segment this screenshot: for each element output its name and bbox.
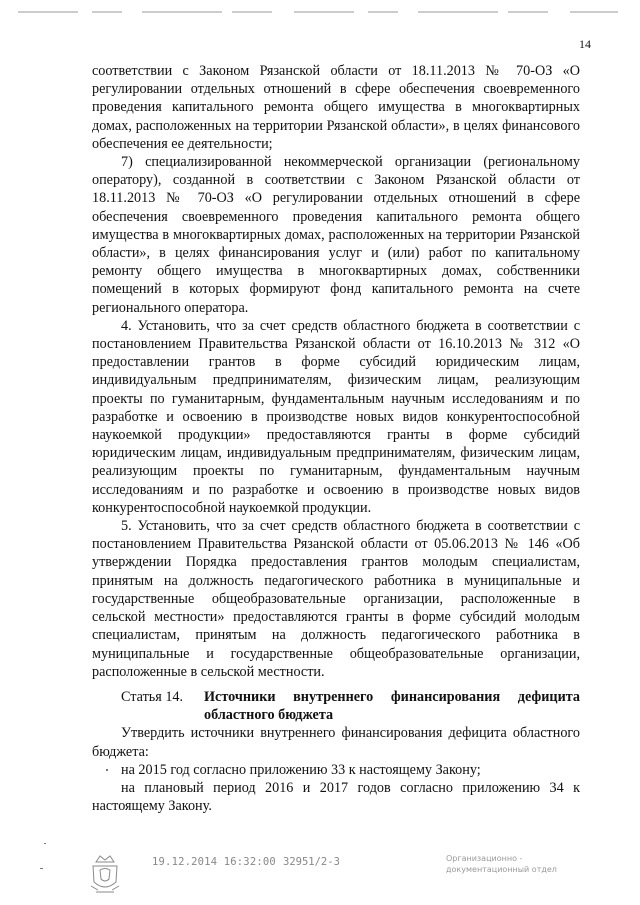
article-heading — [92, 688, 580, 724]
footer-dept-line2: документационный отдел — [446, 865, 557, 874]
paragraph-continuation: соответствии с Законом Рязанской области от 18.11.2013 № 70-ОЗ «О регулировании отдельных отношений в сфере обеспечения своевременного проведения капитального ремонта общего имущества в многоквартирных домах, расположенных на территории Рязанской области», в целях финансового обеспечения ее деятельности; — [92, 63, 580, 152]
body-text — [92, 62, 580, 681]
article-line-2015: на 2015 год согласно приложению 33 к настоящему Закону; — [121, 761, 481, 778]
article-title: Источники внутреннего финансирования дефицита областного бюджета — [204, 689, 580, 724]
article-label: Статья 14. — [121, 689, 184, 705]
article-line-planning: на плановый период 2016 и 2017 годов согласно приложению 34 к настоящему Закону. — [92, 780, 580, 815]
footer-timestamp: 19.12.2014 16:32:00 — [152, 856, 276, 868]
top-scan-dashes — [18, 11, 618, 13]
footer-department-stamp — [446, 853, 586, 875]
paragraph-5: 5. Установить, что за счет средств областного бюджета в соответствии с постановлением Правительства Рязанской области от 05.06.2013 № 146 «Об утверждении Порядка предоставления грантов молодым специалистам, принятым на должность педагогического работника в муниципальные и государственные общеобразовательные организации, расположенные в сельской местности» предоставляются гранты в форме субсидий молодым специалистам, принятым на должность педагогического работника в муниципальные и государственные общеобразовательные организации, расположенные в сельской местности. — [92, 518, 580, 680]
footer-doc-code: 32951/2-3 — [283, 856, 340, 868]
scan-speck — [106, 769, 108, 771]
article-14 — [92, 688, 580, 815]
footer-dept-line1: Организационно - — [446, 854, 523, 863]
paragraph-item-7: 7) специализированной некоммерческой организации (региональному оператору), созданной в соответствии с Законом Рязанской области от 18.11.2013 № 70-ОЗ «О регулировании отдельных отношений в сфере обеспечения своевременного проведения капитального ремонта общего имущества в многоквартирных домах, расположенных на территории Рязанской области», в целях финансирования услуг и (или) работ по капитальному ремонту общего имущества в многоквартирных домах, собственники помещений в которых формируют фонд капитального ремонта на счете регионального оператора. — [92, 154, 580, 316]
scan-speck — [44, 843, 46, 844]
article-line-approve: Утвердить источники внутреннего финансирования дефицита областного бюджета: — [92, 725, 580, 760]
scan-speck — [40, 868, 43, 869]
coat-of-arms-emblem — [88, 852, 122, 896]
page-number: 14 — [579, 37, 591, 51]
paragraph-4: 4. Установить, что за счет средств областного бюджета в соответствии с постановлением Правительства Рязанской области от 16.10.2013 № 312 «О предоставлении грантов в форме субсидий юридическим лицам, индивидуальным предпринимателям, физическим лицам, реализующим проекты по гуманитарным, фундаментальным научным исследованиям и по разработке и освоению в производстве новых видов конкурентоспособной наукоемкой продукции» предоставляются гранты в форме субсидий юридическим лицам, индивидуальным предпринимателям, физическим лицам, реализующим проекты по гуманитарным, фундаментальным научным исследованиям и по разработке и освоению в производстве новых видов конкурентоспособной наукоемкой продукции. — [92, 317, 580, 516]
